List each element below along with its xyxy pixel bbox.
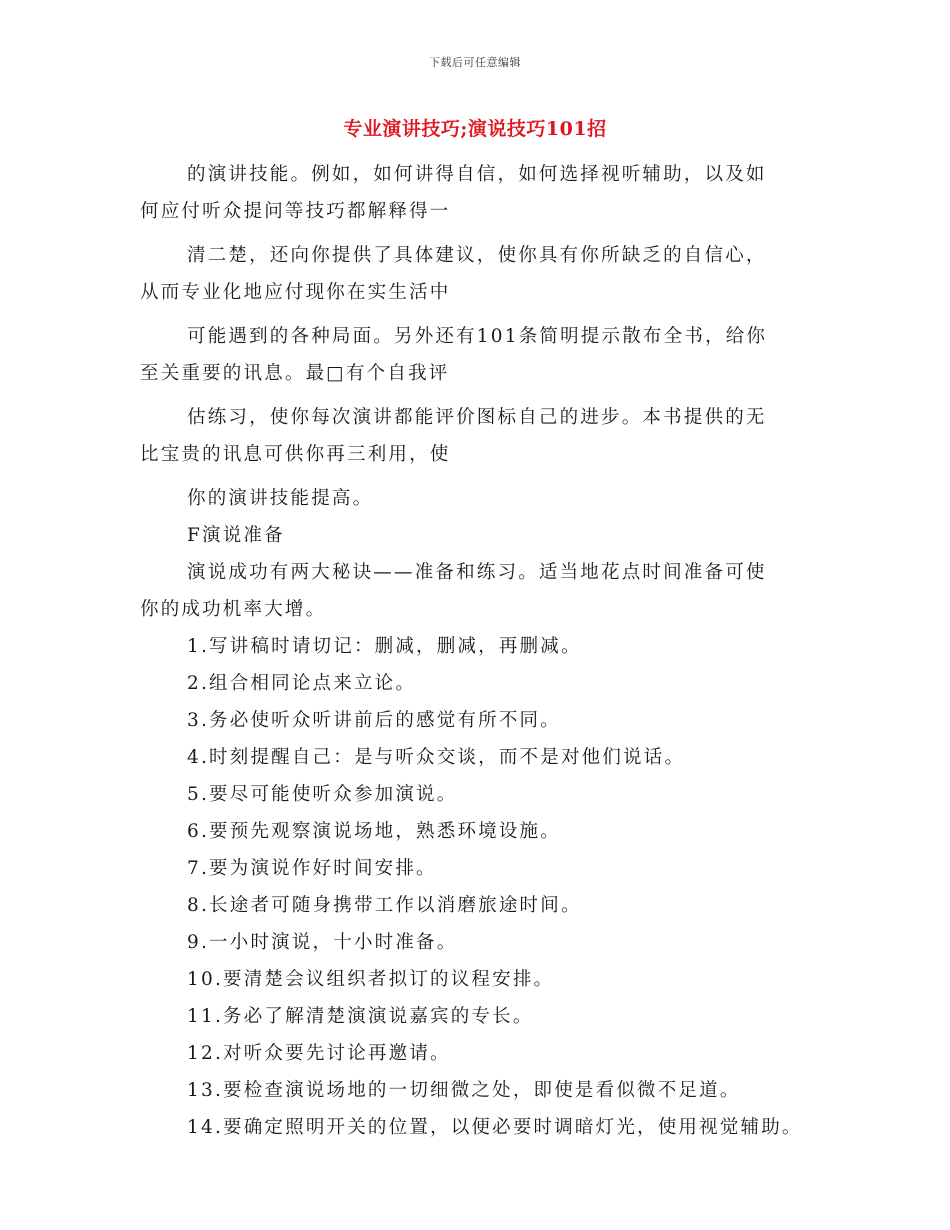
paragraph-line: 从而专业化地应付现你在实生活中	[140, 282, 451, 303]
list-item: 8.长途者可随身携带工作以消磨旅途时间。	[187, 895, 582, 916]
document-body	[140, 158, 830, 1148]
paragraph-line: 比宝贵的讯息可供你再三利用，使	[140, 444, 451, 465]
list-item: 14.要确定照明开关的位置，以便必要时调暗灯光，使用视觉辅助。	[187, 1117, 803, 1138]
list-item: 7.要为演说作好时间安排。	[187, 858, 437, 879]
list-item: 13.要检查演说场地的一切细微之处，即使是看似微不足道。	[187, 1080, 741, 1101]
document-title: 专业演讲技巧;演说技巧101招	[343, 118, 607, 140]
paragraph-line: 可能遇到的各种局面。另外还有101条简明提示散布全书，给你	[187, 326, 768, 347]
paragraph-line: 你的成功机率大增。	[140, 599, 327, 620]
page-header-note: 下载后可任意编辑	[429, 56, 521, 69]
paragraph-line: 估练习，使你每次演讲都能评价图标自己的进步。本书提供的无	[187, 407, 767, 428]
list-item: 5.要尽可能使听众参加演说。	[187, 784, 458, 805]
section-heading: F演说准备	[187, 525, 285, 546]
list-item: 3.务必使听众听讲前后的感觉有所不同。	[187, 710, 561, 731]
list-item: 4.时刻提醒自己：是与听众交谈，而不是对他们说话。	[187, 747, 686, 768]
list-item: 2.组合相同论点来立论。	[187, 673, 417, 694]
paragraph-line: 你的演讲技能提高。	[187, 488, 374, 509]
list-item: 6.要预先观察演说场地，熟悉环境设施。	[187, 821, 561, 842]
paragraph-line: 至关重要的讯息。最□有个自我评	[140, 363, 450, 384]
paragraph-line: 清二楚，还向你提供了具体建议，使你具有你所缺乏的自信心，	[187, 245, 767, 266]
list-item: 12.对听众要先讨论再邀请。	[187, 1043, 451, 1064]
paragraph-line: 的演讲技能。例如，如何讲得自信，如何选择视听辅助，以及如	[187, 164, 767, 185]
list-item: 1.写讲稿时请切记：删减，删减，再删减。	[187, 636, 582, 657]
list-item: 10.要清楚会议组织者拟订的议程安排。	[187, 969, 555, 990]
list-item: 11.务必了解清楚演演说嘉宾的专长。	[187, 1006, 534, 1027]
paragraph-line: 演说成功有两大秘诀——准备和练习。适当地花点时间准备可使	[187, 562, 767, 583]
list-item: 9.一小时演说，十小时准备。	[187, 932, 458, 953]
paragraph-line: 何应付听众提问等技巧都解释得一	[140, 201, 451, 222]
tips-list	[140, 630, 830, 1145]
